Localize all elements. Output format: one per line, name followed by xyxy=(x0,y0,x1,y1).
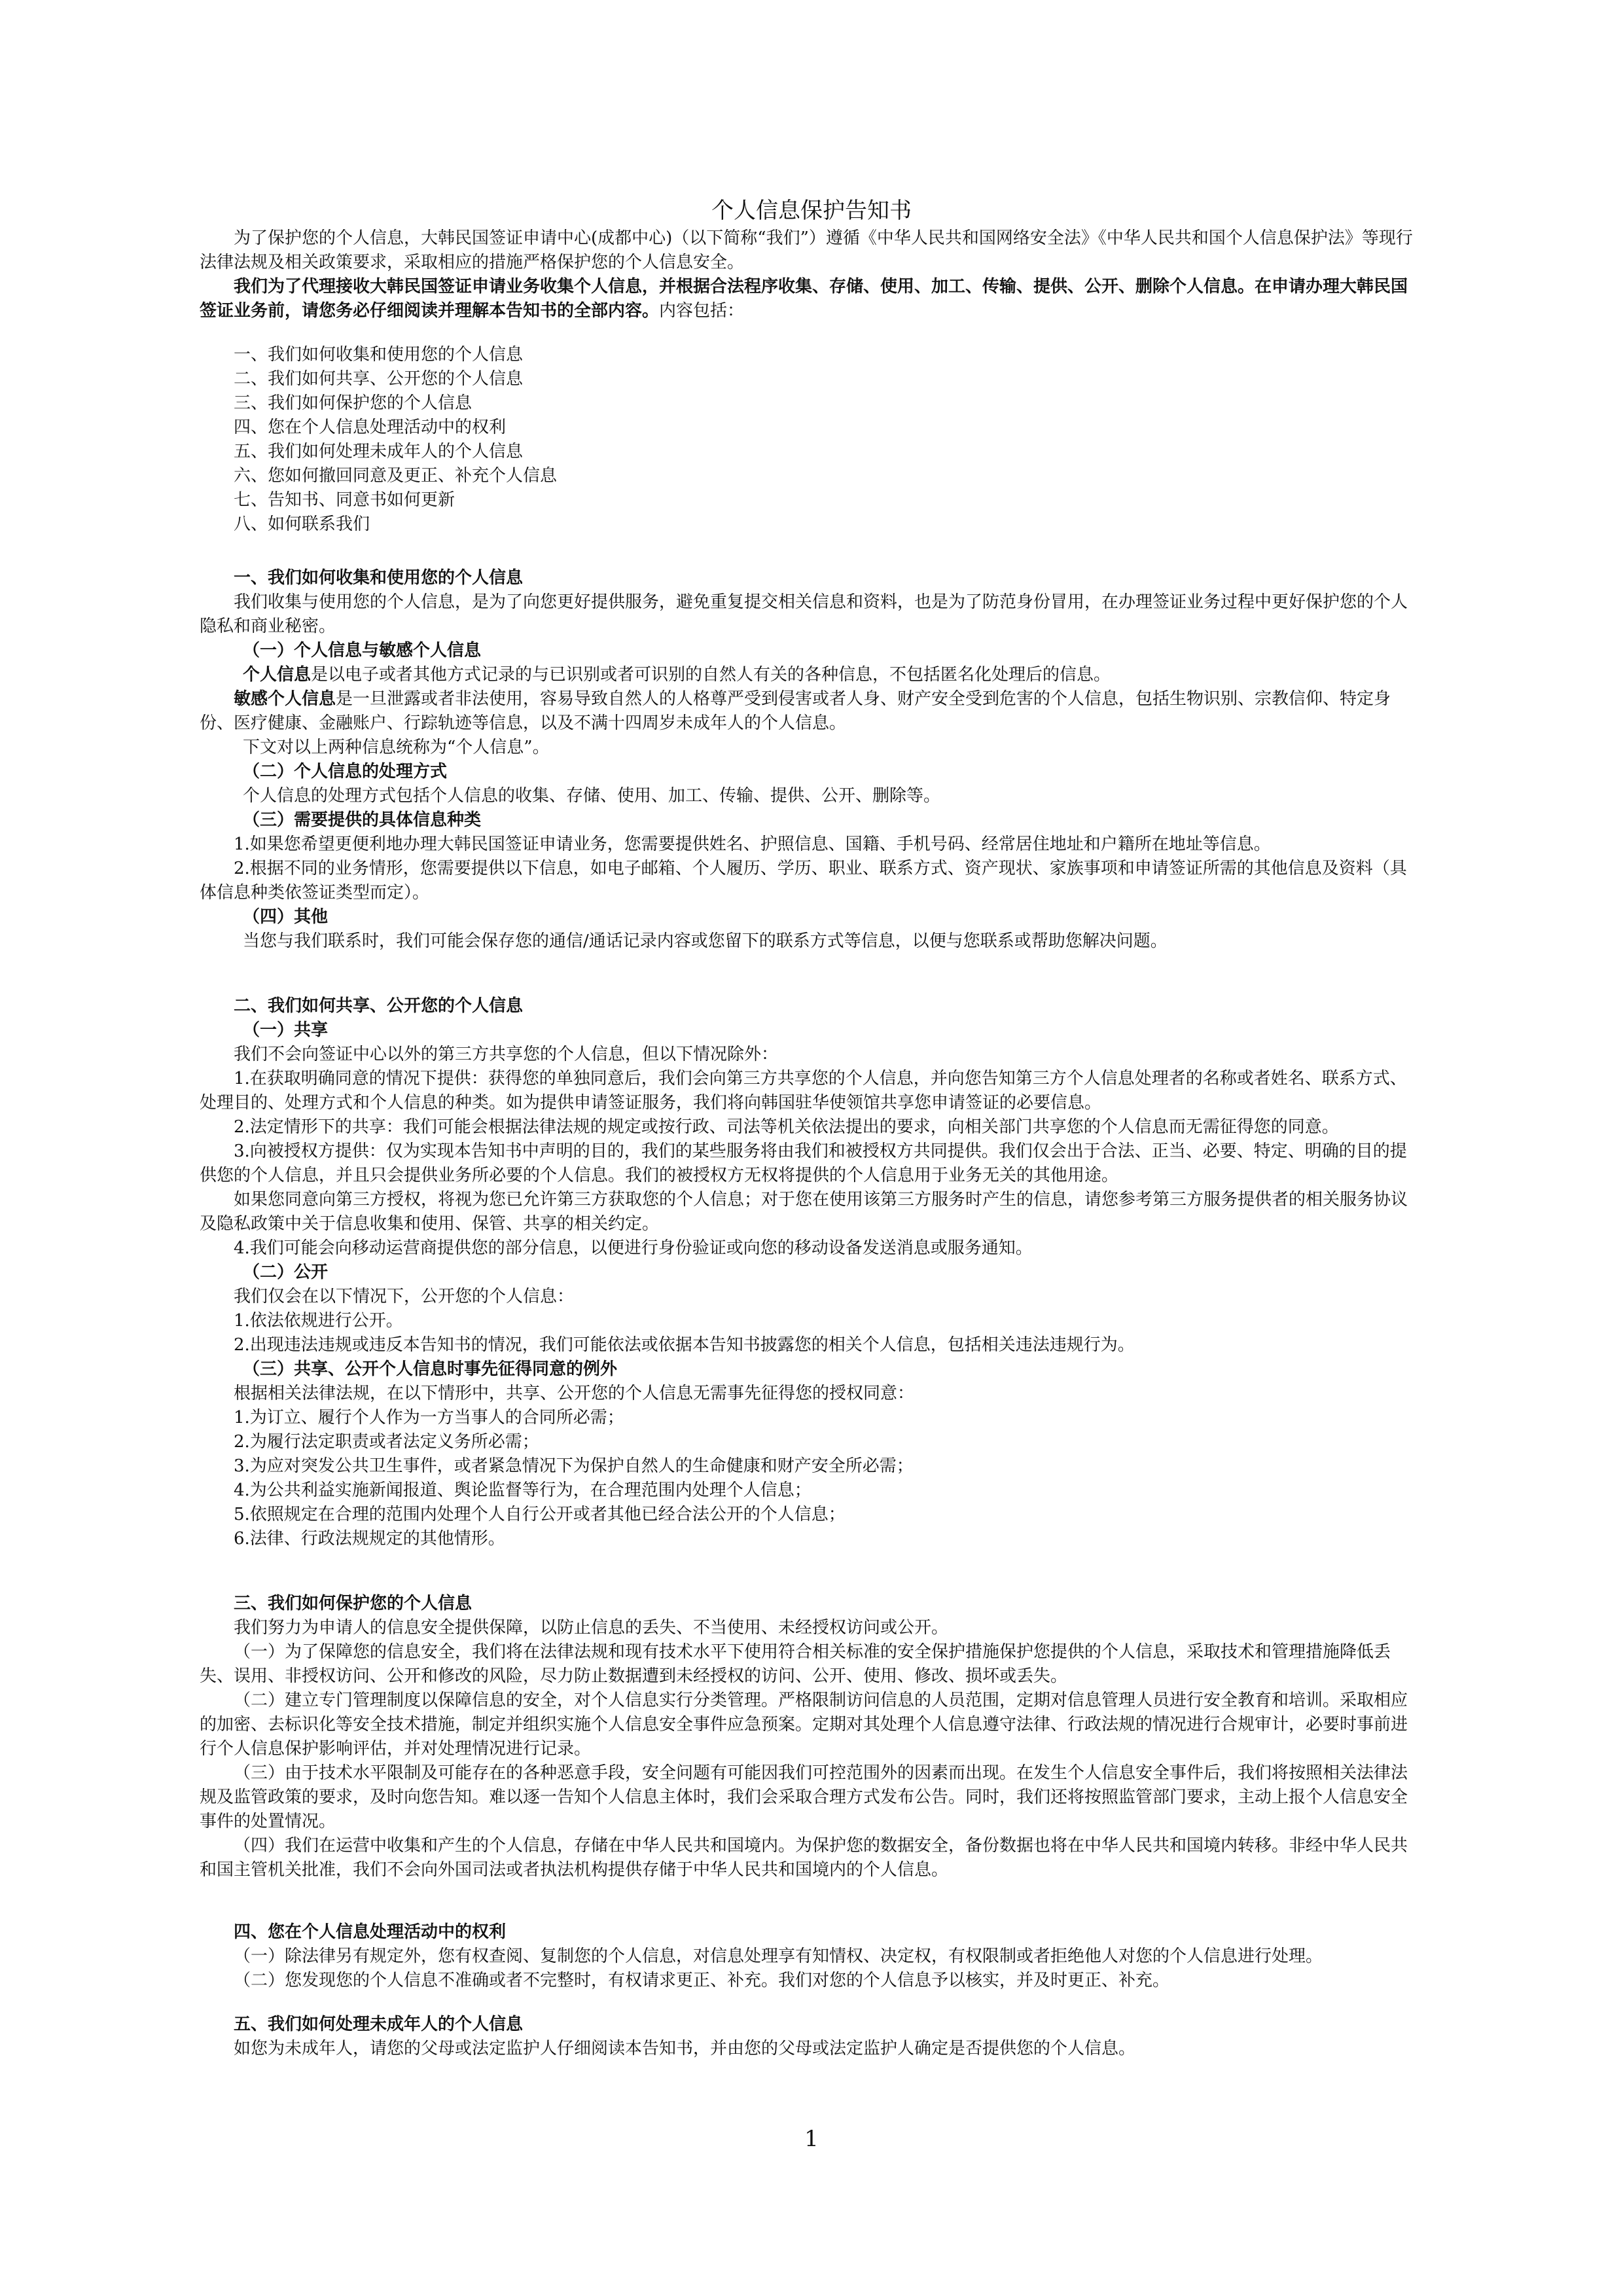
list-item: 2.法定情形下的共享：我们可能会根据法律法规的规定或按行政、司法等机关依法提出的要求，向相关部门共享您的个人信息而无需征得您的同意。 xyxy=(234,1117,1339,1137)
section-2-intro: 我们不会向签证中心以外的第三方共享您的个人信息，但以下情况除外： xyxy=(234,1045,779,1064)
section-2-sub-1: （一）共享 xyxy=(243,1020,329,1040)
page-number: 1 xyxy=(804,2126,819,2152)
section-1-sub-4: （四）其他 xyxy=(243,907,329,927)
section-5-heading: 五、我们如何处理未成年人的个人信息 xyxy=(234,2015,524,2034)
toc-item: 五、我们如何处理未成年人的个人信息 xyxy=(234,442,524,461)
section-2-public-intro: 我们仅会在以下情况下，公开您的个人信息： xyxy=(234,1287,575,1306)
list-item: 3.为应对突发公共卫生事件，或者紧急情况下为保护自然人的生命健康和财产安全所必需； xyxy=(234,1456,914,1476)
definition-personal-info xyxy=(200,663,1423,687)
list-item: 4.我们可能会向移动运营商提供您的部分信息，以便进行身份验证或向您的移动设备发送消息或服务通知。 xyxy=(234,1238,1033,1258)
table-of-contents xyxy=(200,343,1423,537)
section-4-heading: 四、您在个人信息处理活动中的权利 xyxy=(234,1922,507,1942)
document-body xyxy=(200,196,1423,2061)
list-item: 1.在获取明确同意的情况下提供：获得您的单独同意后，我们会向第三方共享您的个人信息，并向您告知第三方个人信息处理者的名称或者姓名、联系方式、处理目的、处理方式和个人信息的种类。如为提供申请签证服务，我们将向韩国驻华使领馆共享您申请签证的必要信息。 xyxy=(200,1069,1407,1113)
section-1-sub-2: （二）个人信息的处理方式 xyxy=(243,762,448,781)
intro-scope-tail: 内容包括： xyxy=(659,301,745,321)
list-item: 1.如果您希望更便利地办理大韩民国签证申请业务，您需要提供姓名、护照信息、国籍、手机号码、经常居住地址和户籍所在地址等信息。 xyxy=(234,834,1271,854)
intro-scope-bold: 我们为了代理接收大韩民国签证申请业务收集个人信息，并根据合法程序收集、存储、使用、加工、传输、提供、公开、删除个人信息。在申请办理大韩民国签证业务前，请您务必仔细阅读并理解本告知书的全部内容。 xyxy=(200,277,1408,321)
section-1-sub-4-text: 当您与我们联系时，我们可能会保存您的通信/通话记录内容或您留下的联系方式等信息，以便与您联系或帮助您解决问题。 xyxy=(243,931,1168,951)
document-title: 个人信息保护告知书 xyxy=(711,198,912,224)
section-2-exception-intro: 根据相关法律法规，在以下情形中，共享、公开您的个人信息无需事先征得您的授权同意： xyxy=(234,1384,915,1403)
intro-paragraph: 为了保护您的个人信息，大韩民国签证申请中心(成都中心)（以下简称“我们”）遵循《中华人民共和国网络安全法》《中华人民共和国个人信息保护法》等现行法律法规及相关政策要求，采取相应的措施严格保护您的个人信息安全。 xyxy=(200,228,1413,272)
section-3-paragraph: （二）建立专门管理制度以保障信息的安全，对个人信息实行分类管理。严格限制访问信息的人员范围，定期对信息管理人员进行安全教育和培训。采取相应的加密、去标识化等安全技术措施，制定并组织实施个人信息安全事件应急预案。定期对其处理个人信息遵守法律、行政法规的情况进行合规审计，必要时事前进行个人信息保护影响评估，并对处理情况进行记录。 xyxy=(200,1691,1408,1759)
section-3-paragraph: （三）由于技术水平限制及可能存在的各种恶意手段，安全问题有可能因我们可控范围外的因素而出现。在发生个人信息安全事件后，我们将按照相关法律法规及监管政策的要求，及时向您告知。难以逐一告知个人信息主体时，我们会采取合理方式发布公告。同时，我们还将按照监管部门要求，主动上报个人信息安全事件的处置情况。 xyxy=(200,1763,1408,1831)
section-1-heading: 一、我们如何收集和使用您的个人信息 xyxy=(234,568,524,588)
section-3-heading: 三、我们如何保护您的个人信息 xyxy=(234,1594,473,1613)
intro-scope-paragraph xyxy=(200,275,1423,323)
list-item: 3.向被授权方提供：仅为实现本告知书中声明的目的，我们的某些服务将由我们和被授权方共同提供。我们仅会出于合法、正当、必要、特定、明确的目的提供您的个人信息，并且只会提供业务所必要的个人信息。我们的被授权方无权将提供的个人信息用于业务无关的其他用途。 xyxy=(200,1141,1407,1185)
section-1-sub-2-text: 个人信息的处理方式包括个人信息的收集、存储、使用、加工、传输、提供、公开、删除等。 xyxy=(243,786,941,806)
definition-term: 敏感个人信息 xyxy=(234,689,336,709)
toc-item: 八、如何联系我们 xyxy=(234,514,370,534)
list-item: 6.法律、行政法规规定的其他情形。 xyxy=(234,1529,505,1549)
list-item: 4.为公共利益实施新闻报道、舆论监督等行为，在合理范围内处理个人信息； xyxy=(234,1480,812,1500)
section-2-heading: 二、我们如何共享、公开您的个人信息 xyxy=(234,996,524,1016)
toc-item: 一、我们如何收集和使用您的个人信息 xyxy=(234,345,524,365)
list-item: 2.出现违法违规或违反本告知书的情况，我们可能依法或依据本告知书披露您的相关个人信息，包括相关违法违规行为。 xyxy=(234,1335,1135,1355)
section-3-paragraph: （一）为了保障您的信息安全，我们将在法律法规和现有技术水平下使用符合相关标准的安全保护措施保护您提供的个人信息，采取技术和管理措施降低丢失、误用、非授权访问、公开和修改的风险，尽力防止数据遭到未经授权的访问、公开、使用、修改、损坏或丢失。 xyxy=(200,1642,1391,1686)
list-item: 1.依法依规进行公开。 xyxy=(234,1311,403,1331)
definition-text: 是以电子或者其他方式记录的与已识别或者可识别的自然人有关的各种信息，不包括匿名化处理后的信息。 xyxy=(311,665,1111,685)
toc-item: 四、您在个人信息处理活动中的权利 xyxy=(234,418,507,437)
section-3-paragraph: （四）我们在运营中收集和产生的个人信息，存储在中华人民共和国境内。为保护您的数据安全，备份数据也将在中华人民共和国境内转移。非经中华人民共和国主管机关批准，我们不会向外国司法或者执法机构提供存储于中华人民共和国境内的个人信息。 xyxy=(200,1836,1408,1880)
list-item: 1.为订立、履行个人作为一方当事人的合同所必需； xyxy=(234,1408,624,1427)
list-item: 2.为履行法定职责或者法定义务所必需； xyxy=(234,1432,539,1452)
section-2-sub-3: （三）共享、公开个人信息时事先征得同意的例外 xyxy=(243,1359,618,1379)
section-2-sub-2: （二）公开 xyxy=(243,1263,329,1282)
section-3-intro: 我们努力为申请人的信息安全提供保障，以防止信息的丢失、不当使用、未经授权访问或公开。 xyxy=(234,1618,949,1638)
section-5-paragraph: 如您为未成年人，请您的父母或法定监护人仔细阅读本告知书，并由您的父母或法定监护人确定是否提供您的个人信息。 xyxy=(234,2039,1136,2058)
section-4-paragraph: （二）您发现您的个人信息不准确或者不完整时，有权请求更正、补充。我们对您的个人信息予以核实，并及时更正、补充。 xyxy=(234,1971,1170,1990)
toc-item: 三、我们如何保护您的个人信息 xyxy=(234,393,473,413)
toc-item: 七、告知书、同意书如何更新 xyxy=(234,490,455,510)
section-4-paragraph: （一）除法律另有规定外，您有权查阅、复制您的个人信息，对信息处理享有知情权、决定权，有权限制或者拒绝他人对您的个人信息进行处理。 xyxy=(234,1946,1323,1966)
definition-sensitive-info xyxy=(200,687,1423,736)
section-1-sub-3: （三）需要提供的具体信息种类 xyxy=(243,810,482,830)
toc-item: 六、您如何撤回同意及更正、补充个人信息 xyxy=(234,466,558,486)
section-1-intro: 我们收集与使用您的个人信息，是为了向您更好提供服务，避免重复提交相关信息和资料，也是为了防范身份冒用，在办理签证业务过程中更好保护您的个人隐私和商业秘密。 xyxy=(200,592,1408,636)
definition-note: 下文对以上两种信息统称为“个人信息”。 xyxy=(243,738,550,757)
list-item: 2.根据不同的业务情形，您需要提供以下信息，如电子邮箱、个人履历、学历、职业、联系方式、资产现状、家族事项和申请签证所需的其他信息及资料（具体信息种类依签证类型而定）。 xyxy=(200,859,1407,903)
list-item: 5.依照规定在合理的范围内处理个人自行公开或者其他已经合法公开的个人信息； xyxy=(234,1505,846,1524)
definition-term: 个人信息 xyxy=(243,665,312,685)
section-2-third-party-paragraph: 如果您同意向第三方授权，将视为您已允许第三方获取您的个人信息；对于您在使用该第三方服务时产生的信息，请您参考第三方服务提供者的相关服务协议及隐私政策中关于信息收集和使用、保管、共享的相关约定。 xyxy=(200,1190,1408,1234)
definition-text: 是一旦泄露或者非法使用，容易导致自然人的人格尊严受到侵害或者人身、财产安全受到危害的个人信息，包括生物识别、宗教信仰、特定身份、医疗健康、金融账户、行踪轨迹等信息，以及不满十四周岁未成年人的个人信息。 xyxy=(200,689,1391,733)
section-1-sub-1: （一）个人信息与敏感个人信息 xyxy=(243,641,482,660)
toc-item: 二、我们如何共享、公开您的个人信息 xyxy=(234,369,524,389)
